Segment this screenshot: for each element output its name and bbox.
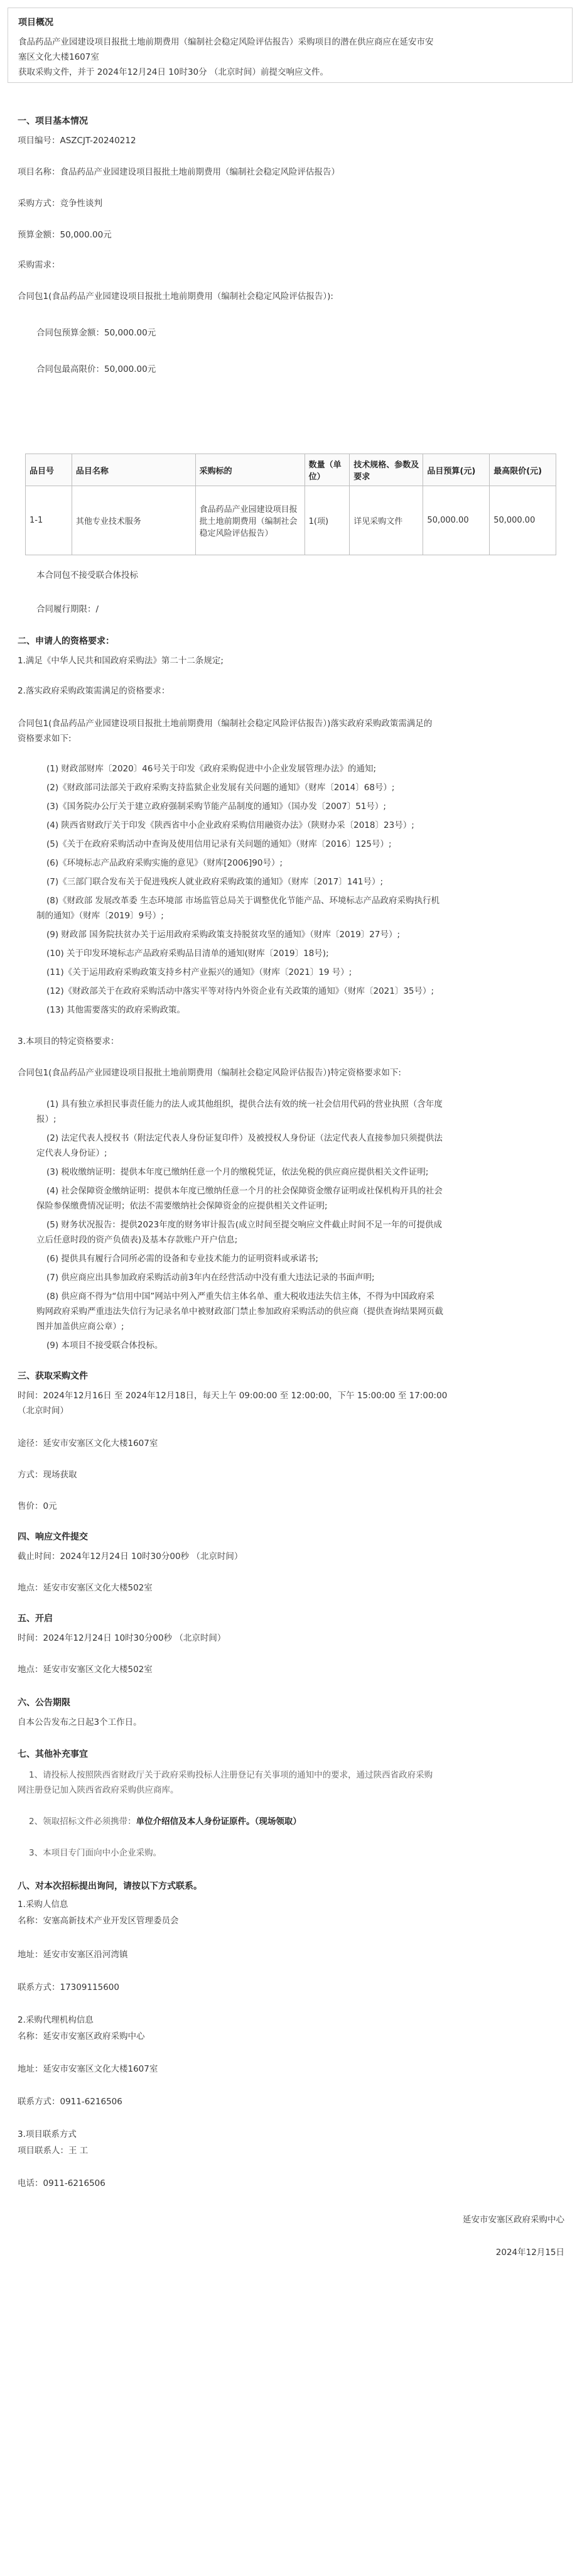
agency-address: 地址：延安市安塞区文化大楼1607室 <box>18 2064 158 2074</box>
cell-item-name: 其他专业技术服务 <box>72 486 195 555</box>
specific-item-5-line-1: (5) 财务状况报告：提供2023年度的财务审计报告(成立时间至提交响应文件截止时间不足一年的可提供成 <box>46 1220 443 1230</box>
policy-item-6: (6)《环境标志产品政府采购实施的意见》（财库[2006]90号）; <box>46 858 283 868</box>
purchaser-address: 地址：延安市安塞区沿河湾镇 <box>18 1950 128 1960</box>
section-8-heading: 八、对本次招标提出询问，请按以下方式联系。 <box>18 1881 202 1891</box>
cell-quantity: 1(项) <box>304 486 350 555</box>
announcement-period: 自本公告发布之日起3个工作日。 <box>18 1717 142 1727</box>
supplement-3: 3、本项目专门面向中小企业采购。 <box>29 1848 162 1858</box>
policy-intro-line-1: 合同包1(食品药品产业园建设项目报批土地前期费用（编制社会稳定风险评估报告）)落实政府采购政策需满足的 <box>18 719 433 729</box>
section-1-heading: 一、项目基本情况 <box>18 116 88 126</box>
procurement-requirements-label: 采购需求： <box>18 260 60 270</box>
supplement-1-line-2: 网注册登记加入陕西省政府采购供应商库。 <box>18 1785 179 1795</box>
col-subject: 采购标的 <box>195 454 304 486</box>
cell-package-budget: 50,000.00 <box>423 486 490 555</box>
issue-date: 2024年12月15日 <box>495 2247 564 2258</box>
no-consortium-note: 本合同包不接受联合体投标 <box>36 570 138 580</box>
requirements-table <box>25 454 556 555</box>
issuer-name: 延安市安塞区政府采购中心 <box>463 2215 564 2225</box>
policy-item-10: (10) 关于印发环境标志产品政府采购品目清单的通知(财库〔2019〕18号); <box>46 948 329 959</box>
purchaser-name: 名称：安塞高新技术产业开发区管理委员会 <box>18 1916 179 1926</box>
agency-phone: 联系方式：0911-6216506 <box>18 2097 122 2107</box>
contract-period: 合同履行期限：/ <box>36 604 99 614</box>
policy-item-8-line-2: 制的通知》（财库〔2019〕9号）; <box>36 911 164 921</box>
cell-specs: 详见采购文件 <box>350 486 423 555</box>
specific-item-7: (7) 供应商应出具参加政府采购活动前3年内在经营活动中没有重大违法记录的书面声明; <box>46 1273 375 1283</box>
policy-item-4: (4) 陕西省财政厅关于印发《陕西省中小企业政府采购信用融资办法》（陕财办采〔2018〕23号）; <box>46 820 414 830</box>
summary-title: 项目概况 <box>18 18 53 28</box>
specific-requirements-intro: 合同包1(食品药品产业园建设项目报批土地前期费用（编制社会稳定风险评估报告）)特定资格要求如下: <box>18 1068 401 1078</box>
specific-item-1-line-2: 报）; <box>36 1114 57 1124</box>
policy-item-2: (2)《财政部司法部关于政府采购支持监狱企业发展有关问题的通知》（财库〔2014〕68号）; <box>46 783 395 793</box>
budget-amount: 预算金额：50,000.00元 <box>18 230 112 240</box>
max-price: 合同包最高限价：50,000.00元 <box>36 364 156 374</box>
purchaser-phone: 联系方式：17309115600 <box>18 1982 119 1992</box>
col-quantity: 数量（单位） <box>304 454 350 486</box>
supplement-2 <box>29 1814 301 1827</box>
summary-line-3: 获取采购文件，并于 2024年12月24日 10时30分 （北京时间）前提交响应文件。 <box>18 67 328 77</box>
cell-package-no: 1-1 <box>26 486 72 555</box>
obtain-time-line-1: 时间：2024年12月16日 至 2024年12月18日，每天上午 09:00:00 至 12:00:00，下午 15:00:00 至 17:00:00 <box>18 1391 448 1401</box>
col-specs: 技术规格、参数及要求 <box>350 454 423 486</box>
opening-location: 地点：延安市安塞区文化大楼502室 <box>18 1665 153 1675</box>
obtain-method: 方式：现场获取 <box>18 1470 77 1480</box>
cell-max-price: 50,000.00 <box>490 486 556 555</box>
policy-item-9: (9) 财政部 国务院扶贫办关于运用政府采购政策支持脱贫攻坚的通知》（财库〔2019〕27号）; <box>46 930 401 940</box>
project-contact-person: 项目联系人：王 工 <box>18 2146 89 2156</box>
policy-item-13: (13) 其他需要落实的政府采购政策。 <box>46 1005 186 1015</box>
project-contact-label: 3.项目联系方式 <box>18 2129 77 2139</box>
specific-item-3: (3) 税收缴纳证明：提供本年度已缴纳任意一个月的缴税凭证，依法免税的供应商应提供相关文件证明; <box>46 1167 429 1177</box>
supplement-1-line-1: 1、请投标人按照陕西省财政厅关于政府采购投标人注册登记有关事项的通知中的要求，通过陕西省政府采购 <box>29 1770 433 1780</box>
specific-item-1-line-1: (1) 具有独立承担民事责任能力的法人或其他组织，提供合法有效的统一社会信用代码的营业执照（含年度 <box>46 1099 443 1109</box>
specific-item-2-line-2: 定代表人身份证）; <box>36 1148 107 1158</box>
table-row <box>26 486 556 555</box>
specific-item-5-line-2: 立后任意时段的资产负债表)及基本存款账户开户信息; <box>36 1235 238 1245</box>
supplement-2-emphasis: 单位介绍信及本人身份证原件。（现场领取） <box>136 1817 301 1827</box>
policy-item-1: (1) 财政部财库〔2020〕46号关于印发《政府采购促进中小企业发展管理办法》的通知; <box>46 764 376 774</box>
submission-location: 地点：延安市安塞区文化大楼502室 <box>18 1583 153 1593</box>
section-4-heading: 四、响应文件提交 <box>18 1532 88 1542</box>
specific-item-8-line-3: 图并加盖供应商公章）; <box>36 1322 124 1332</box>
contract-package-label: 合同包1(食品药品产业园建设项目报批土地前期费用（编制社会稳定风险评估报告）): <box>18 291 333 302</box>
section-3-heading: 三、获取采购文件 <box>18 1371 88 1381</box>
section-2-heading: 二、申请人的资格要求： <box>18 636 114 646</box>
col-item-name: 品目名称 <box>72 454 195 486</box>
policy-item-11: (11)《关于运用政府采购政策支持乡村产业振兴的通知》（财库〔2021〕19 号）; <box>46 967 352 977</box>
policy-item-3: (3)《国务院办公厅关于建立政府强制采购节能产品制度的通知》（国办发〔2007〕51号）; <box>46 802 386 812</box>
specific-requirements-label: 3.本项目的特定资格要求： <box>18 1036 119 1046</box>
cell-subject: 食品药品产业园建设项目报批土地前期费用（编制社会稳定风险评估报告） <box>195 486 304 555</box>
opening-time: 时间：2024年12月24日 10时30分00秒 （北京时间） <box>18 1633 226 1643</box>
section-6-heading: 六、公告期限 <box>18 1698 70 1708</box>
specific-item-4-line-1: (4) 社会保障资金缴纳证明：提供本年度已缴纳任意一个月的社会保障资金缴存证明或社保机构开具的社会 <box>46 1186 443 1196</box>
policy-item-7: (7)《三部门联合发布关于促进残疾人就业政府采购政策的通知》（财库〔2017〕141号）; <box>46 877 384 887</box>
policy-item-8-line-1: (8)《财政部 发展改革委 生态环境部 市场监管总局关于调整优化节能产品、环境标志产品政府采购执行机 <box>46 896 439 906</box>
policy-item-5: (5)《关于在政府采购活动中查询及使用信用记录有关问题的通知》（财库〔2016〕125号）; <box>46 839 392 849</box>
project-name: 项目名称：食品药品产业园建设项目报批土地前期费用（编制社会稳定风险评估报告） <box>18 167 340 177</box>
col-max-price: 最高限价(元) <box>490 454 556 486</box>
summary-line-1: 食品药品产业园建设项目报批土地前期费用（编制社会稳定风险评估报告）采购项目的潜在供应商应在延安市安 <box>18 37 434 47</box>
col-package-budget: 品目预算(元) <box>423 454 490 486</box>
section-7-heading: 七、其他补充事宜 <box>18 1749 88 1759</box>
summary-box <box>8 8 573 83</box>
purchaser-info-label: 1.采购人信息 <box>18 1899 68 1910</box>
specific-item-8-line-1: (8) 供应商不得为“信用中国”网站中列入严重失信主体名单、重大税收违法失信主体，不得为中国政府采 <box>46 1291 434 1302</box>
specific-item-9: (9) 本项目不接受联合体投标。 <box>46 1340 163 1350</box>
project-contact-phone: 电话：0911-6216506 <box>18 2178 105 2188</box>
project-number: 项目编号：ASZCJT-20240212 <box>18 136 136 146</box>
specific-item-8-line-2: 购网政府采购严重违法失信行为记录名单中被财政部门禁止参加政府采购活动的供应商（提供查询结果网页截 <box>36 1307 443 1317</box>
policy-item-12: (12)《财政部关于在政府采购活动中落实平等对待内外资企业有关政策的通知》（财库〔2021〕35号）; <box>46 986 434 996</box>
summary-line-2: 塞区文化大楼1607室 <box>18 52 99 62</box>
obtain-time-line-2: （北京时间） <box>18 1406 68 1416</box>
contract-budget-amount: 合同包预算金额：50,000.00元 <box>36 328 156 338</box>
specific-item-6: (6) 提供具有履行合同所必需的设备和专业技术能力的证明资料或承诺书; <box>46 1254 318 1264</box>
specific-item-4-line-2: 保险参保缴费情况证明；依法不需要缴纳社会保障资金的应提供相关文件证明; <box>36 1201 328 1211</box>
section-5-heading: 五、开启 <box>18 1614 53 1624</box>
requirement-2: 2.落实政府采购政策需满足的资格要求： <box>18 686 170 696</box>
table-header-row <box>26 454 556 486</box>
specific-item-2-line-1: (2) 法定代表人授权书（附法定代表人身份证复印件）及被授权人身份证（法定代表人直接参加只须提供法 <box>46 1133 443 1143</box>
supplement-2-text: 2、领取招标文件必须携带： <box>29 1817 136 1827</box>
requirement-1: 1.满足《中华人民共和国政府采购法》第二十二条规定; <box>18 656 224 666</box>
col-package-no: 品目号 <box>26 454 72 486</box>
procurement-method: 采购方式：竞争性谈判 <box>18 198 102 209</box>
policy-intro-line-2: 资格要求如下: <box>18 734 72 744</box>
obtain-location: 途径：延安市安塞区文化大楼1607室 <box>18 1438 158 1448</box>
agency-name: 名称：延安市安塞区政府采购中心 <box>18 2031 145 2041</box>
obtain-price: 售价：0元 <box>18 1501 57 1511</box>
submission-deadline: 截止时间：2024年12月24日 10时30分00秒 （北京时间） <box>18 1552 243 1562</box>
agency-info-label: 2.采购代理机构信息 <box>18 2015 94 2025</box>
